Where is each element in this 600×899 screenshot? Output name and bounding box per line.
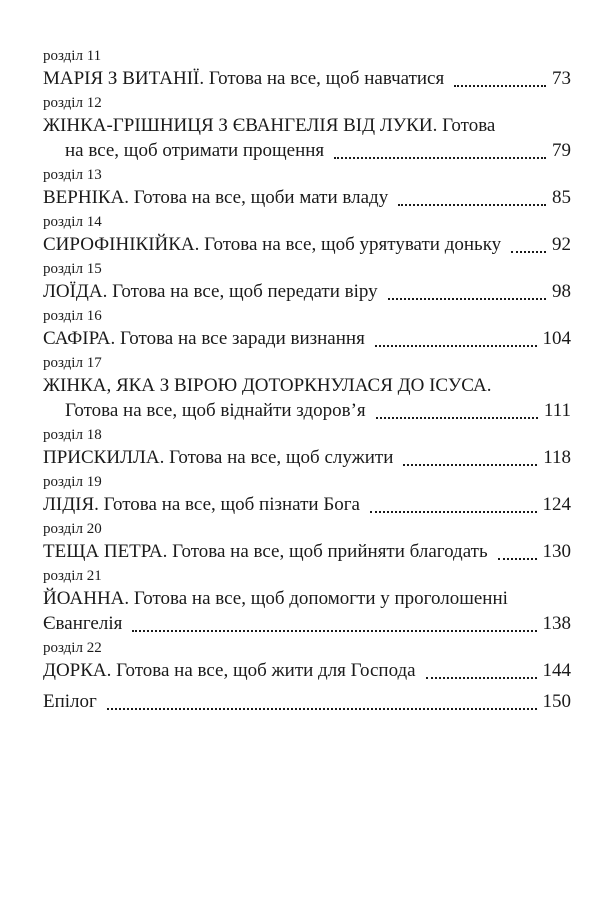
- chapter-title: ПРИСКИЛЛА. Готова на все, щоб служити: [43, 447, 394, 468]
- dot-leader: [375, 345, 537, 347]
- chapter-title: СИРОФІНІКІЙКА. Готова на все, щоб урятувати доньку: [43, 234, 502, 255]
- toc-entry-19: [43, 473, 571, 517]
- toc-line: [43, 492, 571, 517]
- chapter-label: розділ 11: [43, 48, 102, 64]
- toc-line: [43, 326, 571, 351]
- toc-line: [43, 185, 571, 210]
- chapter-label: розділ 16: [43, 308, 102, 324]
- page-number: 118: [543, 447, 571, 468]
- page-number: 85: [552, 187, 571, 208]
- chapter-title: ВЕРНІКА. Готова на все, щоби мати владу: [43, 187, 389, 208]
- page-number: 79: [552, 140, 571, 161]
- toc-line: [43, 232, 571, 257]
- toc-entry-18: [43, 426, 571, 470]
- page-number: 92: [552, 234, 571, 255]
- chapter-title: ДОРКА. Готова на все, щоб жити для Господа: [43, 660, 416, 681]
- toc-entry-13: [43, 166, 571, 210]
- epilogue-title: Епілог: [43, 691, 97, 712]
- chapter-title-line2: на все, щоб отримати прощення: [65, 140, 325, 161]
- toc-line: [43, 611, 571, 636]
- dot-leader: [454, 85, 546, 87]
- dot-leader: [426, 677, 537, 679]
- page-number: 98: [552, 281, 571, 302]
- page-number: 130: [542, 541, 571, 562]
- toc-entry-12: [43, 94, 571, 163]
- chapter-title: МАРІЯ З ВИТАНІЇ. Готова на все, щоб навчатися: [43, 68, 445, 89]
- chapter-title-line2: Готова на все, щоб віднайти здоров’я: [65, 400, 366, 421]
- dot-leader: [107, 708, 537, 710]
- toc-entry-16: [43, 307, 571, 351]
- dot-leader: [376, 417, 538, 419]
- chapter-title-line1: ЖІНКА, ЯКА З ВІРОЮ ДОТОРКНУЛАСЯ ДО ІСУСА.: [43, 375, 492, 396]
- dot-leader: [388, 298, 546, 300]
- chapter-label: розділ 12: [43, 95, 102, 111]
- chapter-title: ЛІДІЯ. Готова на все, щоб пізнати Бога: [43, 494, 360, 515]
- page-number: 73: [552, 68, 571, 89]
- dot-leader: [511, 251, 546, 253]
- toc-line: [43, 539, 571, 564]
- page-number: 150: [542, 691, 571, 712]
- toc-line: [43, 689, 571, 714]
- dot-leader: [132, 630, 536, 632]
- chapter-label: розділ 21: [43, 568, 102, 584]
- toc-entry-11: [43, 47, 571, 91]
- chapter-title-line1: ЖІНКА-ГРІШНИЦЯ З ЄВАНГЕЛІЯ ВІД ЛУКИ. Готова: [43, 115, 496, 136]
- chapter-title-line2: Євангелія: [43, 613, 123, 634]
- toc-line: [43, 398, 571, 423]
- page-number: 138: [542, 613, 571, 634]
- dot-leader: [403, 464, 537, 466]
- dot-leader: [498, 558, 537, 560]
- toc-entry-22: [43, 639, 571, 683]
- chapter-label: розділ 22: [43, 640, 102, 656]
- chapter-title: ЛОЇДА. Готова на все, щоб передати віру: [43, 281, 378, 302]
- chapter-title-line1: ЙОАННА. Готова на все, щоб допомогти у проголошенні: [43, 588, 508, 609]
- chapter-label: розділ 13: [43, 167, 102, 183]
- toc-line: [43, 279, 571, 304]
- toc-line: [43, 445, 571, 470]
- toc-entry-14: [43, 213, 571, 257]
- chapter-label: розділ 14: [43, 214, 102, 230]
- dot-leader: [334, 157, 546, 159]
- chapter-label: розділ 18: [43, 427, 102, 443]
- chapter-title: ТЕЩА ПЕТРА. Готова на все, щоб прийняти благодать: [43, 541, 488, 562]
- page-number: 111: [543, 400, 571, 421]
- chapter-label: розділ 15: [43, 261, 102, 277]
- dot-leader: [398, 204, 546, 206]
- dot-leader: [370, 511, 537, 513]
- toc-line: [43, 658, 571, 683]
- page-number: 144: [542, 660, 571, 681]
- chapter-label: розділ 19: [43, 474, 102, 490]
- toc-entry-17: [43, 354, 571, 423]
- chapter-label: розділ 20: [43, 521, 102, 537]
- page-number: 124: [542, 494, 571, 515]
- toc-entry-21: [43, 567, 571, 636]
- toc-line: [43, 138, 571, 163]
- table-of-contents: [43, 47, 571, 717]
- toc-entry-15: [43, 260, 571, 304]
- toc-line: [43, 66, 571, 91]
- toc-entry-epilogue: [43, 689, 571, 714]
- chapter-title: САФІРА. Готова на все заради визнання: [43, 328, 365, 349]
- page-number: 104: [542, 328, 571, 349]
- toc-entry-20: [43, 520, 571, 564]
- chapter-label: розділ 17: [43, 355, 102, 371]
